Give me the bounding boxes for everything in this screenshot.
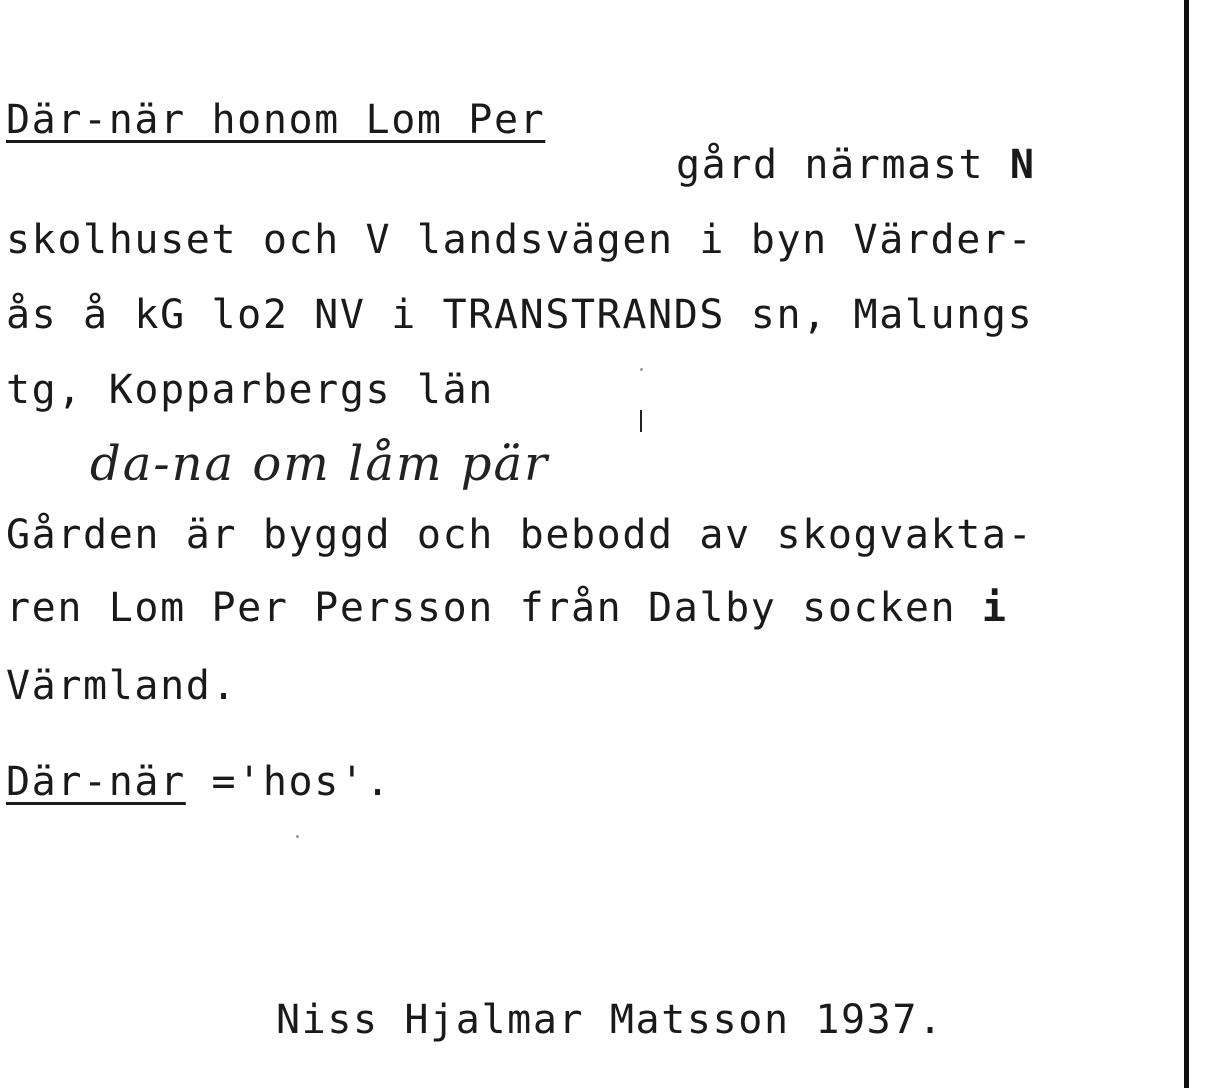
card-heading: Där-när honom Lom Per bbox=[6, 97, 546, 143]
definition-text: ='hos'. bbox=[185, 759, 392, 805]
signature: Niss Hjalmar Matsson 1937. bbox=[276, 997, 944, 1043]
text-line-6 bbox=[6, 585, 1008, 631]
definition-term: Där-när bbox=[6, 759, 186, 805]
handwritten-pronunciation: da-na om låm pär bbox=[90, 436, 550, 492]
text-line-6-main: ren Lom Per Persson från Dalby socken bbox=[6, 585, 982, 631]
handwritten-stress-mark bbox=[640, 410, 642, 432]
overstruck-letter: i bbox=[981, 585, 1008, 631]
text-line-7: Värmland. bbox=[6, 663, 238, 709]
text-line-2: skolhuset och V landsvägen i byn Värder- bbox=[6, 217, 1034, 263]
speck bbox=[640, 368, 643, 371]
direction-letter: N bbox=[1009, 142, 1036, 188]
card-edge-line bbox=[1184, 0, 1189, 1088]
speck bbox=[296, 835, 299, 838]
text-line-3: ås å kG lo2 NV i TRANSTRANDS sn, Malungs bbox=[6, 292, 1034, 338]
text-line-1 bbox=[676, 142, 1036, 188]
definition-line bbox=[6, 759, 392, 805]
text-line-4: tg, Kopparbergs län bbox=[6, 367, 494, 413]
text-line-1-main: gård närmast bbox=[676, 142, 1010, 188]
text-line-5: Gården är byggd och bebodd av skogvakta- bbox=[6, 512, 1034, 558]
